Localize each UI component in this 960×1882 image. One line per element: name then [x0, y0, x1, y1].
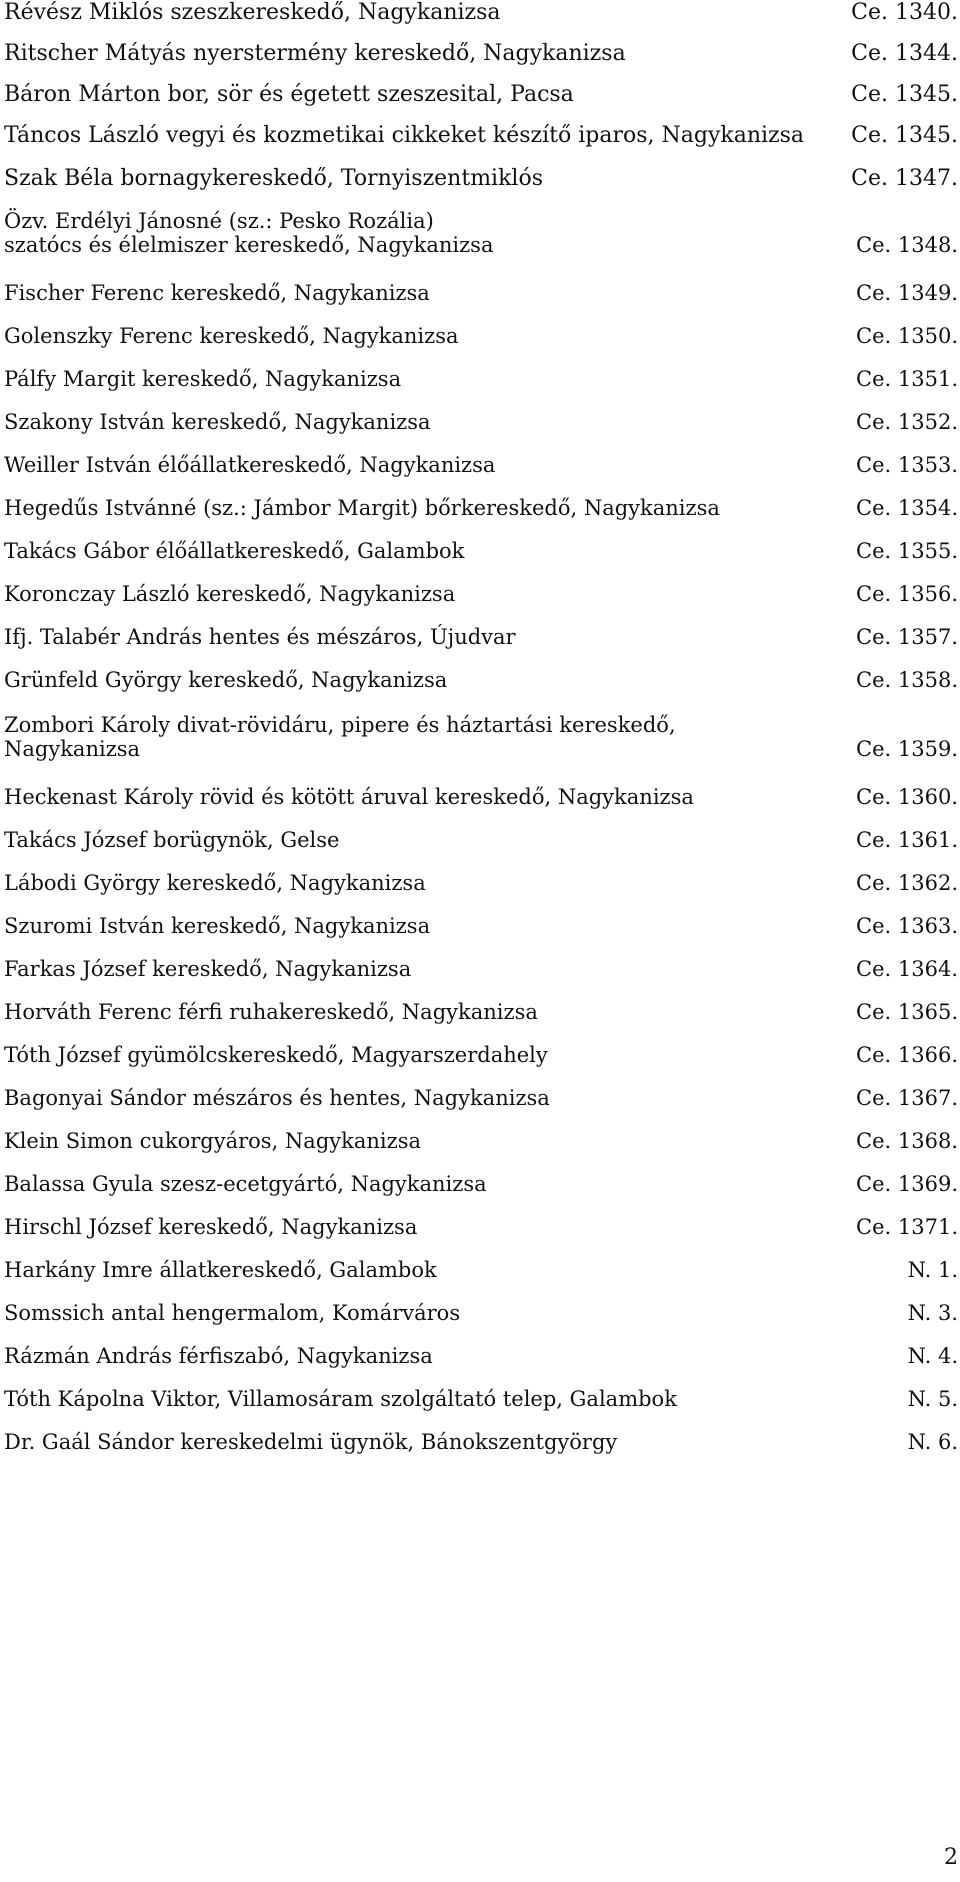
- entry-text: Weiller István élőállatkereskedő, Nagykanizsa: [4, 453, 496, 477]
- list-item: [4, 871, 958, 895]
- entry-reference: Ce. 1349.: [856, 281, 958, 305]
- entry-reference: Ce. 1360.: [856, 785, 958, 809]
- list-item: [4, 324, 958, 348]
- list-item: [4, 785, 958, 809]
- list-item: [4, 166, 958, 192]
- entry-text: Heckenast Károly rövid és kötött áruval kereskedő, Nagykanizsa: [4, 785, 694, 809]
- document-page: [4, 0, 960, 1882]
- entry-reference: Ce. 1347.: [851, 166, 958, 191]
- entry-reference: Ce. 1358.: [856, 668, 958, 692]
- entry-reference: Ce. 1367.: [856, 1086, 958, 1110]
- entry-reference: Ce. 1353.: [856, 453, 958, 477]
- entry-reference: Ce. 1357.: [856, 625, 958, 649]
- entry-text: Takács Gábor élőállatkereskedő, Galambok: [4, 539, 465, 563]
- entry-reference: N. 1.: [907, 1258, 958, 1282]
- list-item: [4, 1215, 958, 1239]
- entry-reference: N. 5.: [907, 1387, 958, 1411]
- entry-text: Özv. Erdélyi Jánosné (sz.: Pesko Rozália): [4, 209, 434, 233]
- entry-text: Balassa Gyula szesz-ecetgyártó, Nagykanizsa: [4, 1172, 487, 1196]
- entry-text: Lábodi György kereskedő, Nagykanizsa: [4, 871, 426, 895]
- list-item: [4, 713, 958, 761]
- entry-reference: Ce. 1350.: [856, 324, 958, 348]
- list-item: [4, 625, 958, 649]
- entry-reference: Ce. 1365.: [856, 1000, 958, 1024]
- list-item: [4, 496, 958, 520]
- entry-text: Golenszky Ferenc kereskedő, Nagykanizsa: [4, 324, 459, 348]
- entry-reference: Ce. 1354.: [856, 496, 958, 520]
- entry-text: Szak Béla bornagykereskedő, Tornyiszentmiklós: [4, 166, 543, 191]
- entry-text: Takács József borügynök, Gelse: [4, 828, 340, 852]
- entry-text: Pálfy Margit kereskedő, Nagykanizsa: [4, 367, 402, 391]
- list-item: [4, 1129, 958, 1153]
- list-item: [4, 367, 958, 391]
- entry-text: Grünfeld György kereskedő, Nagykanizsa: [4, 668, 448, 692]
- entry-text: Szuromi István kereskedő, Nagykanizsa: [4, 914, 431, 938]
- list-item: [4, 209, 958, 257]
- entry-reference: Ce. 1356.: [856, 582, 958, 606]
- entry-text: Klein Simon cukorgyáros, Nagykanizsa: [4, 1129, 421, 1153]
- entry-text: Ritscher Mátyás nyerstermény kereskedő, Nagykanizsa: [4, 41, 626, 66]
- list-item: [4, 123, 958, 149]
- list-item: [4, 82, 958, 108]
- list-item: [4, 0, 958, 26]
- list-item: [4, 410, 958, 434]
- entry-text: Tóth Kápolna Viktor, Villamosáram szolgáltató telep, Galambok: [4, 1387, 677, 1411]
- list-item: [4, 957, 958, 981]
- entry-text: Zombori Károly divat-rövidáru, pipere és háztartási kereskedő,: [4, 713, 676, 737]
- entry-text: Táncos László vegyi és kozmetikai cikkeket készítő iparos, Nagykanizsa: [4, 123, 805, 148]
- entry-reference: Ce. 1368.: [856, 1129, 958, 1153]
- entry-text: Dr. Gaál Sándor kereskedelmi ügynök, Bánokszentgyörgy: [4, 1430, 618, 1454]
- entry-text-continued: szatócs és élelmiszer kereskedő, Nagykanizsa: [4, 233, 494, 257]
- list-item: [4, 668, 958, 692]
- entry-reference: N. 6.: [907, 1430, 958, 1454]
- entry-reference: Ce. 1369.: [856, 1172, 958, 1196]
- list-item: [4, 539, 958, 563]
- entry-reference: Ce. 1345.: [851, 123, 958, 148]
- entry-text: Báron Márton bor, sör és égetett szeszesital, Pacsa: [4, 82, 574, 107]
- list-item: [4, 1258, 958, 1282]
- list-item: [4, 914, 958, 938]
- list-item: [4, 1387, 958, 1411]
- entry-text: Hirschl József kereskedő, Nagykanizsa: [4, 1215, 418, 1239]
- entry-text: Koronczay László kereskedő, Nagykanizsa: [4, 582, 456, 606]
- entry-text: Révész Miklós szeszkereskedő, Nagykanizsa: [4, 0, 501, 25]
- entry-reference: Ce. 1359.: [856, 737, 958, 761]
- entry-reference: Ce. 1366.: [856, 1043, 958, 1067]
- entry-text: Szakony István kereskedő, Nagykanizsa: [4, 410, 431, 434]
- page-number: 2: [944, 1845, 958, 1870]
- list-item: [4, 1172, 958, 1196]
- entry-text: Horváth Ferenc férfi ruhakereskedő, Nagykanizsa: [4, 1000, 538, 1024]
- entry-text: Bagonyai Sándor mészáros és hentes, Nagykanizsa: [4, 1086, 550, 1110]
- entry-text: Farkas József kereskedő, Nagykanizsa: [4, 957, 412, 981]
- entry-reference: N. 3.: [907, 1301, 958, 1325]
- entry-reference: N. 4.: [907, 1344, 958, 1368]
- entry-reference: Ce. 1340.: [851, 0, 958, 25]
- entry-reference: Ce. 1363.: [856, 914, 958, 938]
- list-item: [4, 1430, 958, 1454]
- list-item: [4, 1086, 958, 1110]
- entry-text: Ifj. Talabér András hentes és mészáros, Újudvar: [4, 625, 516, 649]
- entry-text-continued: Nagykanizsa: [4, 737, 141, 761]
- entry-reference: Ce. 1352.: [856, 410, 958, 434]
- list-item: [4, 1301, 958, 1325]
- entry-reference: Ce. 1351.: [856, 367, 958, 391]
- list-item: [4, 1344, 958, 1368]
- entry-reference: Ce. 1355.: [856, 539, 958, 563]
- entry-reference: Ce. 1344.: [851, 41, 958, 66]
- entry-text: Harkány Imre állatkereskedő, Galambok: [4, 1258, 437, 1282]
- list-item: [4, 828, 958, 852]
- entry-text: Fischer Ferenc kereskedő, Nagykanizsa: [4, 281, 430, 305]
- list-item: [4, 453, 958, 477]
- list-item: [4, 1000, 958, 1024]
- entry-reference: Ce. 1362.: [856, 871, 958, 895]
- entry-text: Rázmán András férfiszabó, Nagykanizsa: [4, 1344, 433, 1368]
- entry-reference: Ce. 1348.: [856, 233, 958, 257]
- entry-reference: Ce. 1345.: [851, 82, 958, 107]
- list-item: [4, 1043, 958, 1067]
- list-item: [4, 41, 958, 67]
- entry-reference: Ce. 1371.: [856, 1215, 958, 1239]
- list-item: [4, 582, 958, 606]
- entry-text: Tóth József gyümölcskereskedő, Magyarszerdahely: [4, 1043, 548, 1067]
- entry-reference: Ce. 1361.: [856, 828, 958, 852]
- entry-reference: Ce. 1364.: [856, 957, 958, 981]
- entry-text: Somssich antal hengermalom, Komárváros: [4, 1301, 461, 1325]
- entry-text: Hegedűs Istvánné (sz.: Jámbor Margit) bőrkereskedő, Nagykanizsa: [4, 496, 720, 520]
- list-item: [4, 281, 958, 305]
